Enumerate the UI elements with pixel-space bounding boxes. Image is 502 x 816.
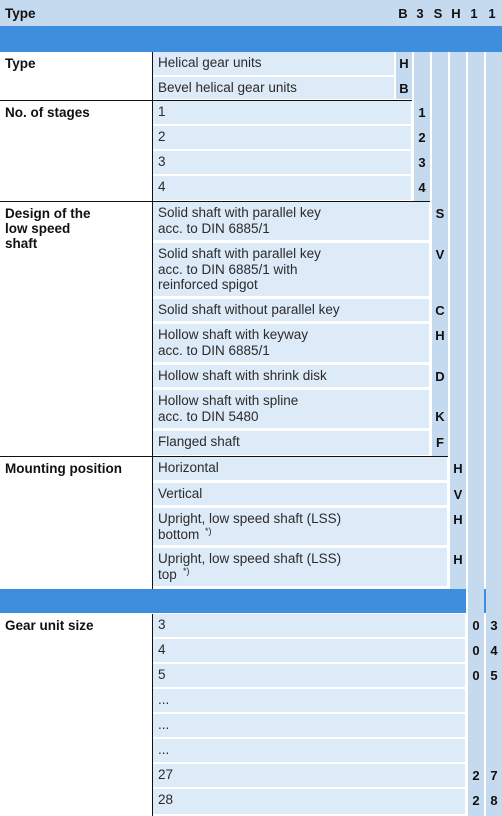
option-size-ellipsis-2: ...	[153, 714, 465, 737]
code-column-mounting	[450, 52, 466, 589]
option-size-ellipsis-1: ...	[153, 689, 465, 712]
option-size-27: 27	[153, 764, 465, 787]
section-band-gap	[484, 589, 486, 613]
code-hollow-keyway: H	[435, 328, 445, 343]
option-size-ellipsis-3: ...	[153, 739, 465, 762]
header-title: Type	[5, 6, 36, 21]
option-upright-bottom: Upright, low speed shaft (LSS) bottom *)	[153, 508, 447, 545]
section-band-top	[0, 26, 502, 52]
option-hollow-spline: Hollow shaft with spline acc. to DIN 5480	[153, 390, 429, 428]
header-code-6: 1	[488, 6, 496, 21]
option-solid-key: Solid shaft with parallel key acc. to DIN 6885/1	[153, 202, 429, 240]
code-size-4-b: 4	[490, 643, 498, 658]
code-size-3-a: 0	[472, 618, 480, 633]
option-stage-3: 3	[153, 151, 411, 174]
group-label-size: Gear unit size	[5, 618, 94, 633]
code-size-28-b: 8	[490, 793, 498, 808]
option-solid-no-key: Solid shaft without parallel key	[153, 299, 429, 321]
label-divider-stages	[152, 101, 153, 201]
code-size-3-b: 3	[490, 618, 498, 633]
group-label-shaft: Design of the low speed shaft	[5, 206, 91, 251]
option-stage-4: 4	[153, 176, 411, 200]
code-column-stages	[414, 52, 430, 201]
section-band-bottom	[0, 589, 466, 613]
option-vertical: Vertical	[153, 483, 447, 505]
code-bevel-helical: B	[399, 81, 409, 96]
option-stage-2: 2	[153, 126, 411, 149]
option-stage-1: 1	[153, 101, 411, 124]
code-solid-key: S	[435, 206, 445, 221]
code-stage-2: 2	[418, 130, 426, 145]
group-label-type: Type	[5, 56, 36, 71]
code-horizontal: H	[453, 461, 463, 476]
code-column-size-2	[486, 52, 502, 816]
code-size-27-b: 7	[490, 768, 498, 783]
option-hollow-keyway: Hollow shaft with keyway acc. to DIN 6885/1	[153, 324, 429, 362]
code-flanged: F	[436, 435, 444, 450]
option-size-4: 4	[153, 639, 465, 662]
label-divider-type	[152, 52, 153, 100]
code-column-size-1	[468, 52, 484, 816]
header-code-1: B	[398, 6, 408, 21]
code-size-27-a: 2	[472, 768, 480, 783]
group-label-stages: No. of stages	[5, 105, 90, 120]
option-bevel-helical: Bevel helical gear units	[153, 77, 394, 99]
header-code-4: H	[451, 6, 461, 21]
option-upright-top: Upright, low speed shaft (LSS) top *)	[153, 548, 447, 586]
option-horizontal: Horizontal	[153, 457, 447, 480]
header-code-2: 3	[416, 6, 424, 21]
code-size-5-a: 0	[472, 668, 480, 683]
label-divider-shaft	[152, 202, 153, 456]
label-divider-size	[152, 614, 153, 816]
code-helical: H	[399, 56, 409, 71]
option-solid-key-spigot: Solid shaft with parallel key acc. to DIN 6885/1 with reinforced spigot	[153, 243, 429, 296]
code-hollow-shrink: D	[435, 369, 445, 384]
code-solid-key-spigot: V	[435, 247, 445, 262]
code-upright-bottom: H	[453, 512, 463, 527]
code-hollow-spline: K	[435, 409, 445, 424]
group-label-mounting: Mounting position	[5, 461, 122, 476]
code-solid-no-key: C	[435, 303, 445, 318]
label-divider-mounting	[152, 457, 153, 589]
code-size-5-b: 5	[490, 668, 498, 683]
option-flanged: Flanged shaft	[153, 431, 429, 455]
code-stage-3: 3	[418, 155, 426, 170]
header-code-3: S	[433, 6, 443, 21]
code-stage-4: 4	[418, 180, 426, 195]
option-size-5: 5	[153, 664, 465, 687]
code-stage-1: 1	[418, 105, 426, 120]
code-upright-top: H	[453, 552, 463, 567]
code-vertical: V	[453, 487, 463, 502]
code-size-4-a: 0	[472, 643, 480, 658]
option-size-28: 28	[153, 789, 465, 814]
header-code-5: 1	[470, 6, 478, 21]
footnote-mark: *)	[183, 566, 190, 576]
code-size-28-a: 2	[472, 793, 480, 808]
option-helical: Helical gear units	[153, 52, 394, 75]
footnote-mark: *)	[205, 526, 212, 536]
option-hollow-shrink: Hollow shaft with shrink disk	[153, 365, 429, 387]
option-size-3: 3	[153, 614, 465, 637]
